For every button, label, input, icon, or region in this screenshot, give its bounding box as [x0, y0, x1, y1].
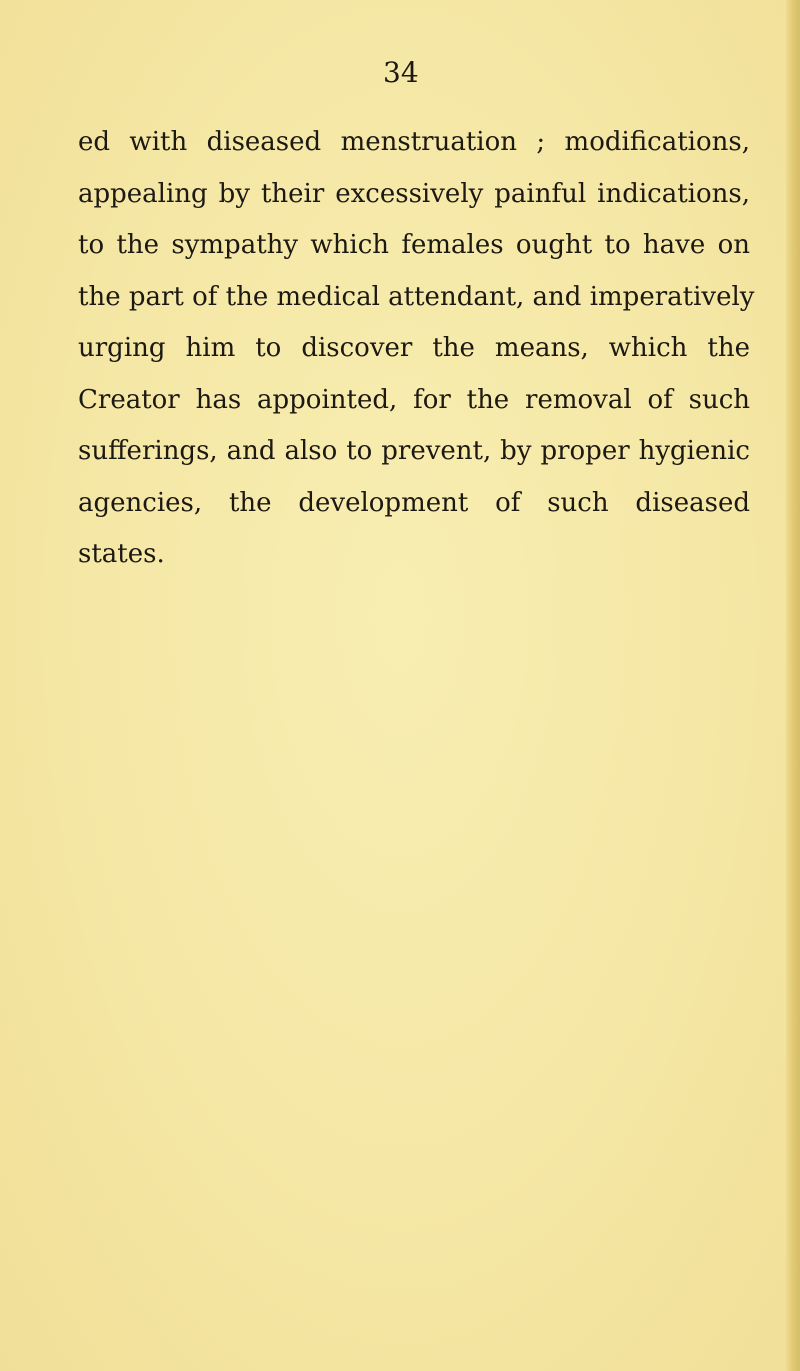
text-line: to the sympathy which females ought to have on [78, 230, 750, 260]
text-line: states. [78, 539, 165, 569]
page-edge [786, 0, 800, 1371]
body-paragraph [78, 117, 755, 581]
text-line: sufferings, and also to prevent, by proper hygienic [78, 436, 750, 466]
page-number: 34 [383, 56, 419, 89]
text-line: appealing by their excessively painful indications, [78, 178, 750, 209]
text-line: urging him to discover the means, which the [78, 333, 750, 363]
text-line: the part of the medical attendant, and imperatively [78, 281, 755, 312]
text-line: ed with diseased menstruation ; modifications, [78, 127, 750, 157]
text-line: agencies, the development of such diseased [78, 487, 750, 518]
text-line: Creator has appointed, for the removal of such [78, 384, 750, 415]
